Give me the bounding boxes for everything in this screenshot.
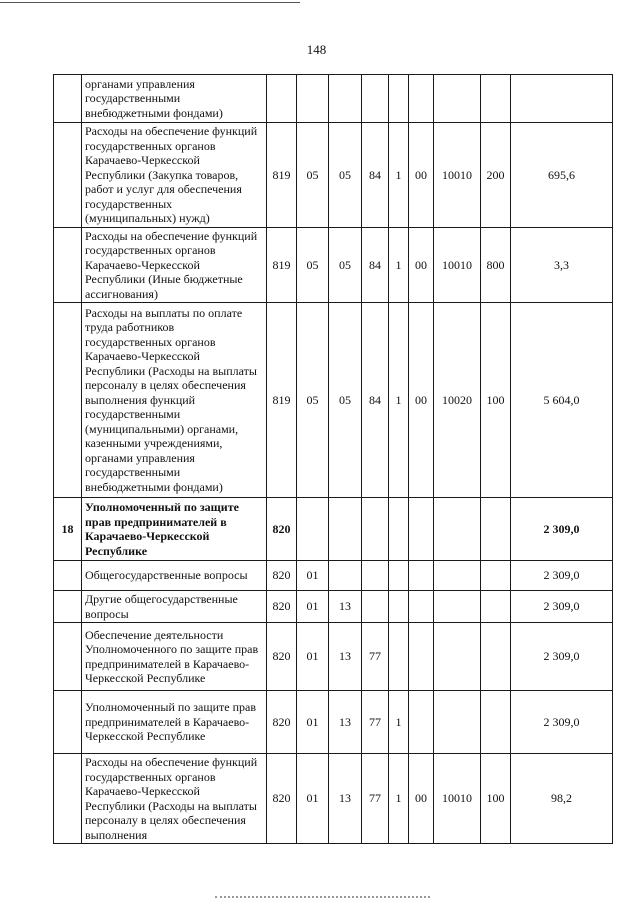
- expense-type-cell: [481, 623, 511, 691]
- expense-name-cell: Расходы на обеспечение функций государственных органов Карачаево-Черкесской Республики (Расходы на выплаты персоналу в целях обеспечения выполнения: [82, 754, 267, 844]
- budget-table: [53, 74, 613, 844]
- expense-type-cell: [481, 561, 511, 591]
- subsection-code-cell: 05: [329, 227, 362, 303]
- admin-code-cell: 819: [267, 123, 297, 228]
- direction-code-cell: [409, 498, 434, 561]
- amount-cell: 2 309,0: [511, 561, 613, 591]
- section-code-cell: [297, 498, 329, 561]
- expense-name-cell: Уполномоченный по защите прав предпринимателей в Карачаево-Черкесской Республике: [82, 498, 267, 561]
- expense-code-cell: 10010: [434, 227, 481, 303]
- subsection-code-cell: 13: [329, 754, 362, 844]
- program-code-cell: 77: [362, 623, 389, 691]
- expense-type-cell: 100: [481, 754, 511, 844]
- program-code-cell: 84: [362, 303, 389, 498]
- expense-code-cell: [434, 498, 481, 561]
- direction-code-cell: 00: [409, 303, 434, 498]
- expense-name-cell: Общегосударственные вопросы: [82, 561, 267, 591]
- expense-code-cell: [434, 691, 481, 754]
- table-row: [54, 303, 613, 498]
- program-code-cell: [362, 498, 389, 561]
- subprogram-code-cell: [389, 498, 409, 561]
- row-number-cell: [54, 123, 82, 228]
- expense-name-cell: Расходы на обеспечение функций государственных органов Карачаево-Черкесской Республики (Закупка товаров, работ и услуг для обеспечения государственных (муниципальных) нужд): [82, 123, 267, 228]
- expense-code-cell: 10010: [434, 754, 481, 844]
- section-code-cell: 05: [297, 303, 329, 498]
- direction-code-cell: [409, 561, 434, 591]
- subprogram-code-cell: 1: [389, 303, 409, 498]
- section-code-cell: 05: [297, 227, 329, 303]
- row-number-cell: [54, 691, 82, 754]
- admin-code-cell: 820: [267, 561, 297, 591]
- subprogram-code-cell: 1: [389, 691, 409, 754]
- scan-border-line: [215, 896, 430, 898]
- program-code-cell: [362, 591, 389, 623]
- table-row: [54, 691, 613, 754]
- table-row: [54, 561, 613, 591]
- subsection-code-cell: [329, 561, 362, 591]
- section-code-cell: 01: [297, 623, 329, 691]
- program-code-cell: 84: [362, 227, 389, 303]
- table-row: [54, 227, 613, 303]
- expense-code-cell: [434, 561, 481, 591]
- row-number-cell: [54, 591, 82, 623]
- expense-name-cell: Расходы на выплаты по оплате труда работников государственных органов Карачаево-Черкесской Республики (Расходы на выплаты персоналу в целях обеспечения выполнения функций государственными (муниципальными) органами, казенными учреждениями, органами управления государственными внебюджетными фондами): [82, 303, 267, 498]
- expense-name-cell: органами управления государственными внебюджетными фондами): [82, 75, 267, 123]
- expense-name-cell: Уполномоченный по защите прав предпринимателей в Карачаево-Черкесской Республике: [82, 691, 267, 754]
- expense-name-cell: Другие общегосударственные вопросы: [82, 591, 267, 623]
- program-code-cell: [362, 75, 389, 123]
- expense-type-cell: 100: [481, 303, 511, 498]
- section-code-cell: 01: [297, 561, 329, 591]
- amount-cell: 3,3: [511, 227, 613, 303]
- amount-cell: [511, 75, 613, 123]
- direction-code-cell: 00: [409, 227, 434, 303]
- expense-name-cell: Расходы на обеспечение функций государственных органов Карачаево-Черкесской Республики (Иные бюджетные ассигнования): [82, 227, 267, 303]
- section-code-cell: 01: [297, 591, 329, 623]
- direction-code-cell: 00: [409, 123, 434, 228]
- amount-cell: 98,2: [511, 754, 613, 844]
- row-number-cell: [54, 754, 82, 844]
- admin-code-cell: 820: [267, 691, 297, 754]
- admin-code-cell: 819: [267, 227, 297, 303]
- subprogram-code-cell: 1: [389, 227, 409, 303]
- row-number-cell: [54, 561, 82, 591]
- subprogram-code-cell: [389, 75, 409, 123]
- admin-code-cell: 820: [267, 623, 297, 691]
- admin-code-cell: [267, 75, 297, 123]
- row-number-cell: [54, 623, 82, 691]
- section-code-cell: 05: [297, 123, 329, 228]
- amount-cell: 2 309,0: [511, 498, 613, 561]
- subprogram-code-cell: 1: [389, 754, 409, 844]
- table-row: [54, 591, 613, 623]
- direction-code-cell: [409, 691, 434, 754]
- amount-cell: 2 309,0: [511, 623, 613, 691]
- admin-code-cell: 820: [267, 591, 297, 623]
- program-code-cell: 77: [362, 691, 389, 754]
- expense-type-cell: [481, 498, 511, 561]
- row-number-cell: [54, 75, 82, 123]
- program-code-cell: [362, 561, 389, 591]
- row-number-cell: [54, 227, 82, 303]
- subprogram-code-cell: [389, 561, 409, 591]
- expense-type-cell: 800: [481, 227, 511, 303]
- subsection-code-cell: 13: [329, 691, 362, 754]
- expense-type-cell: [481, 591, 511, 623]
- admin-code-cell: 819: [267, 303, 297, 498]
- subprogram-code-cell: [389, 591, 409, 623]
- expense-code-cell: 10020: [434, 303, 481, 498]
- expense-code-cell: [434, 591, 481, 623]
- amount-cell: 5 604,0: [511, 303, 613, 498]
- expense-code-cell: [434, 623, 481, 691]
- subsection-code-cell: [329, 75, 362, 123]
- expense-code-cell: 10010: [434, 123, 481, 228]
- subprogram-code-cell: 1: [389, 123, 409, 228]
- table-body: [54, 75, 613, 844]
- subsection-code-cell: 05: [329, 303, 362, 498]
- program-code-cell: 84: [362, 123, 389, 228]
- direction-code-cell: [409, 591, 434, 623]
- page-number: 148: [306, 42, 327, 57]
- scan-border-line: [0, 2, 300, 3]
- program-code-cell: 77: [362, 754, 389, 844]
- table-row: [54, 75, 613, 123]
- direction-code-cell: [409, 623, 434, 691]
- amount-cell: 2 309,0: [511, 591, 613, 623]
- row-number-cell: [54, 303, 82, 498]
- subsection-code-cell: 13: [329, 591, 362, 623]
- direction-code-cell: [409, 75, 434, 123]
- table-row: [54, 123, 613, 228]
- section-code-cell: 01: [297, 754, 329, 844]
- table-row: [54, 623, 613, 691]
- section-code-cell: 01: [297, 691, 329, 754]
- subsection-code-cell: 13: [329, 623, 362, 691]
- table-row: [54, 498, 613, 561]
- expense-code-cell: [434, 75, 481, 123]
- expense-type-cell: [481, 75, 511, 123]
- expense-type-cell: 200: [481, 123, 511, 228]
- expense-type-cell: [481, 691, 511, 754]
- table-row: [54, 754, 613, 844]
- subsection-code-cell: [329, 498, 362, 561]
- direction-code-cell: 00: [409, 754, 434, 844]
- subprogram-code-cell: [389, 623, 409, 691]
- amount-cell: 2 309,0: [511, 691, 613, 754]
- section-code-cell: [297, 75, 329, 123]
- expense-name-cell: Обеспечение деятельности Уполномоченного по защите прав предпринимателей в Карачаево-Черкесской Республике: [82, 623, 267, 691]
- amount-cell: 695,6: [511, 123, 613, 228]
- row-number-cell: 18: [54, 498, 82, 561]
- subsection-code-cell: 05: [329, 123, 362, 228]
- admin-code-cell: 820: [267, 498, 297, 561]
- admin-code-cell: 820: [267, 754, 297, 844]
